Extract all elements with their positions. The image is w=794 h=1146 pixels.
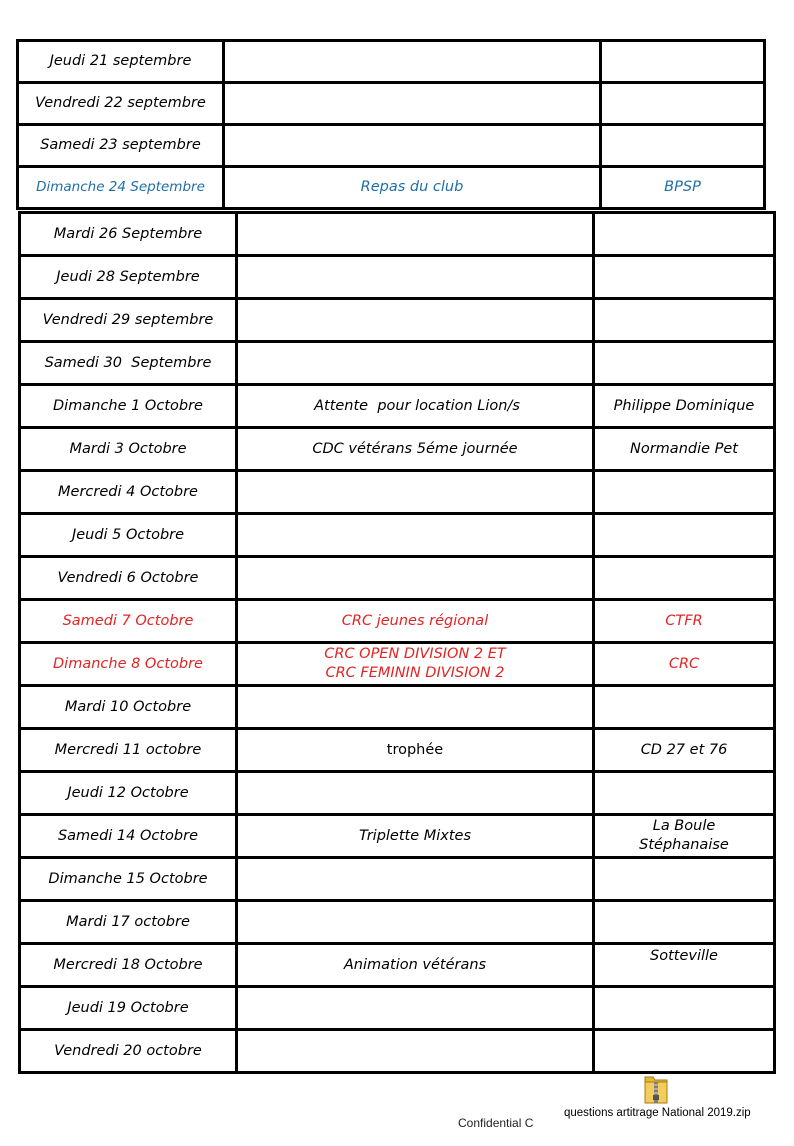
organizer-cell: Philippe Dominique <box>594 385 775 428</box>
organizer-cell: Normandie Pet <box>594 428 775 471</box>
table-row <box>20 815 775 858</box>
activity-cell <box>237 342 594 385</box>
activity-cell: Animation vétérans <box>237 944 594 987</box>
date-cell: Mardi 26 Septembre <box>20 213 237 256</box>
organizer-cell <box>594 815 775 858</box>
organizer-cell <box>594 256 775 299</box>
table-row <box>20 256 775 299</box>
date-cell: Vendredi 22 septembre <box>18 83 224 125</box>
organizer-cell <box>594 901 775 944</box>
activity-cell <box>237 987 594 1030</box>
table-row <box>20 944 775 987</box>
date-cell: Jeudi 21 septembre <box>18 41 224 83</box>
activity-cell <box>237 901 594 944</box>
date-cell: Mercredi 18 Octobre <box>20 944 237 987</box>
organizer-cell <box>601 83 765 125</box>
table-row <box>20 772 775 815</box>
date-cell: Jeudi 5 Octobre <box>20 514 237 557</box>
activity-cell <box>224 41 601 83</box>
organizer-line: Stéphanaise <box>639 837 729 853</box>
activity-line: CRC OPEN DIVISION 2 ET <box>324 646 506 662</box>
date-cell: Dimanche 15 Octobre <box>20 858 237 901</box>
activity-cell: CRC jeunes régional <box>237 600 594 643</box>
activity-cell: Triplette Mixtes <box>237 815 594 858</box>
activity-cell <box>237 299 594 342</box>
activity-cell <box>237 514 594 557</box>
table-row-highlight-red <box>20 643 775 686</box>
table-row <box>20 901 775 944</box>
organizer-cell <box>601 41 765 83</box>
activity-cell: Repas du club <box>224 167 601 209</box>
date-cell: Jeudi 28 Septembre <box>20 256 237 299</box>
table-row-highlight-red <box>20 600 775 643</box>
table-row <box>18 83 765 125</box>
activity-cell <box>237 686 594 729</box>
date-cell: Vendredi 20 octobre <box>20 1030 237 1073</box>
table-row <box>20 1030 775 1073</box>
activity-cell <box>237 256 594 299</box>
date-cell: Mardi 10 Octobre <box>20 686 237 729</box>
zip-folder-icon[interactable] <box>643 1073 669 1105</box>
date-cell: Mardi 3 Octobre <box>20 428 237 471</box>
activity-cell <box>224 83 601 125</box>
organizer-line: La Boule <box>652 818 716 834</box>
date-cell: Dimanche 8 Octobre <box>20 643 237 686</box>
activity-line: CRC FEMININ DIVISION 2 <box>325 665 505 681</box>
date-cell: Vendredi 29 septembre <box>20 299 237 342</box>
organizer-cell: CTFR <box>594 600 775 643</box>
table-row-highlight-blue <box>18 167 765 209</box>
date-cell: Mercredi 11 octobre <box>20 729 237 772</box>
activity-cell: CDC vétérans 5éme journée <box>237 428 594 471</box>
activity-cell <box>237 772 594 815</box>
organizer-cell <box>601 125 765 167</box>
organizer-cell <box>594 987 775 1030</box>
date-cell: Samedi 14 Octobre <box>20 815 237 858</box>
schedule-table-october <box>18 211 776 1074</box>
table-row <box>20 428 775 471</box>
date-cell: Jeudi 12 Octobre <box>20 772 237 815</box>
activity-cell <box>237 213 594 256</box>
date-cell: Mardi 17 octobre <box>20 901 237 944</box>
table-row <box>20 471 775 514</box>
organizer-cell <box>594 686 775 729</box>
activity-cell <box>237 471 594 514</box>
date-cell: Vendredi 6 Octobre <box>20 557 237 600</box>
organizer-cell <box>594 772 775 815</box>
date-cell: Samedi 7 Octobre <box>20 600 237 643</box>
date-cell: Samedi 23 septembre <box>18 125 224 167</box>
date-cell: Dimanche 1 Octobre <box>20 385 237 428</box>
table-row <box>20 514 775 557</box>
activity-cell: trophée <box>237 729 594 772</box>
table-row <box>18 125 765 167</box>
activity-cell <box>237 858 594 901</box>
table-row <box>20 299 775 342</box>
date-cell: Dimanche 24 Septembre <box>18 167 224 209</box>
table-row <box>20 686 775 729</box>
organizer-cell <box>594 557 775 600</box>
table-row <box>20 858 775 901</box>
organizer-cell <box>594 1030 775 1073</box>
confidential-label: Confidential C <box>458 1116 534 1130</box>
attachment-filename[interactable]: questions artitrage National 2019.zip <box>564 1107 751 1119</box>
organizer-cell <box>594 471 775 514</box>
activity-cell <box>237 557 594 600</box>
table-row <box>18 41 765 83</box>
activity-cell: Attente pour location Lion/s <box>237 385 594 428</box>
date-cell: Mercredi 4 Octobre <box>20 471 237 514</box>
table-row <box>20 987 775 1030</box>
date-cell: Samedi 30 Septembre <box>20 342 237 385</box>
organizer-cell: Sotteville <box>594 944 775 987</box>
activity-cell <box>237 643 594 686</box>
organizer-cell <box>594 213 775 256</box>
table-row <box>20 385 775 428</box>
activity-cell <box>237 1030 594 1073</box>
organizer-cell <box>594 299 775 342</box>
table-row <box>20 342 775 385</box>
organizer-cell <box>594 514 775 557</box>
table-row <box>20 557 775 600</box>
activity-cell <box>224 125 601 167</box>
table-row <box>20 213 775 256</box>
organizer-cell: BPSP <box>601 167 765 209</box>
schedule-table-september <box>16 39 766 210</box>
organizer-cell <box>594 858 775 901</box>
organizer-cell <box>594 342 775 385</box>
organizer-cell: CRC <box>594 643 775 686</box>
table-row <box>20 729 775 772</box>
organizer-cell: CD 27 et 76 <box>594 729 775 772</box>
date-cell: Jeudi 19 Octobre <box>20 987 237 1030</box>
